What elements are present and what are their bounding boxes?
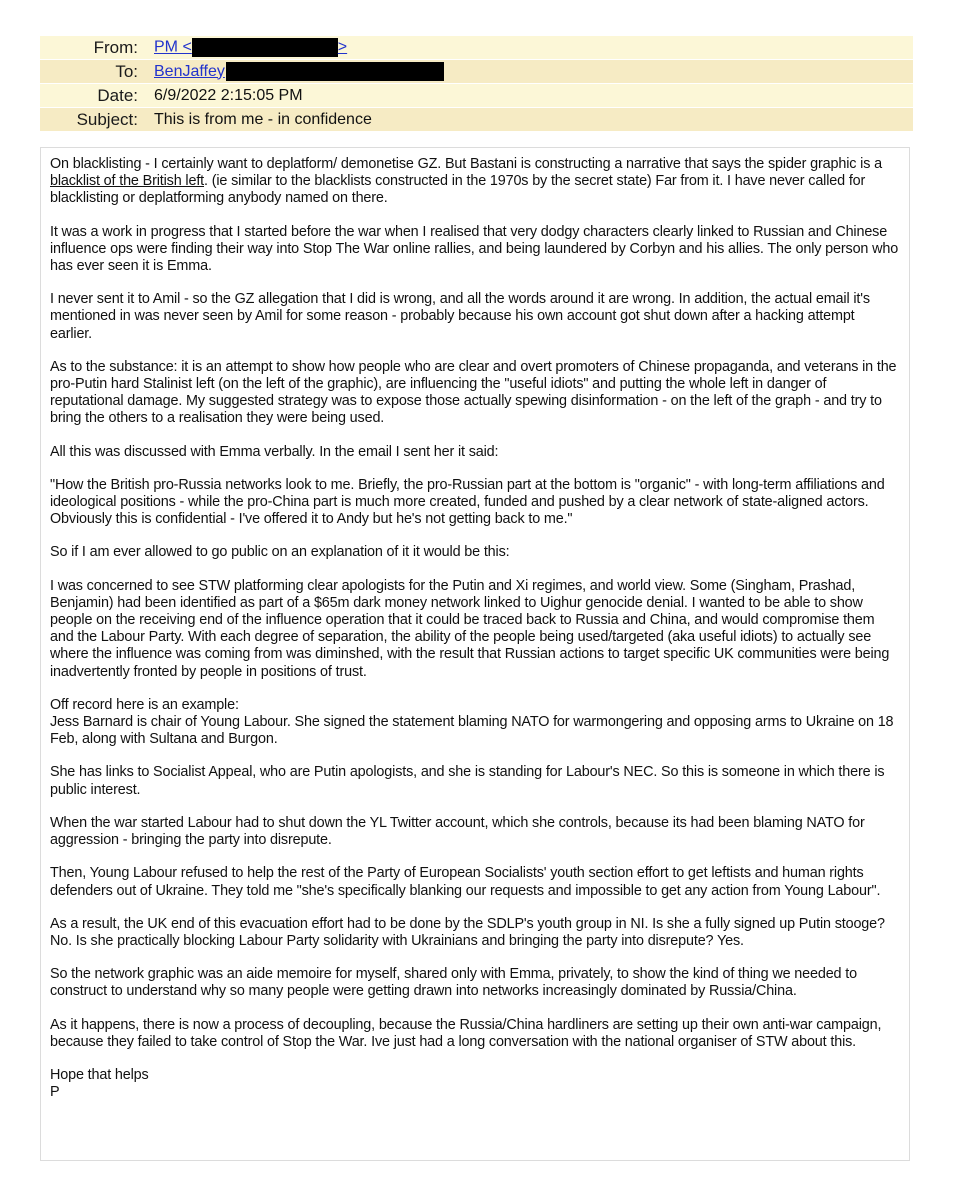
- sign-off: Hope that helps: [50, 1066, 149, 1083]
- paragraph: I was concerned to see STW platforming clear apologists for the Putin and Xi regimes, and world view. Some (Singham, Prashad, Benjamin) had been identified as part of a $65m dark money network linked to Uighur genocide denial. I wanted to be able to show people on the receiving end of the influence operation that it could be traced back to Russia and China, and would compromise them and the Labour Party. With each degree of separation, the ability of the people being used/targeted (aka useful idiots) to actually see where the influence was coming from was diminshed, with the result that Russian actions to target specific UK communities were being inadvertently fronted by people in positions of trust.: [50, 577, 890, 680]
- from-sender-name: PM <: [154, 38, 192, 56]
- email-header: [40, 36, 913, 132]
- email-body: [40, 147, 910, 1161]
- paragraph: Then, Young Labour refused to help the rest of the Party of European Socialists' youth section effort to get leftists and human rights defenders out of Ukraine. They told me "she's specifically blanking our requests and impossible to get any action from Young Labour".: [50, 865, 881, 899]
- from-row: [40, 36, 913, 60]
- paragraph: "How the British pro-Russia networks look to me. Briefly, the pro-Russian part at the bottom is "organic" - with long-term affiliations and ideological positions - while the pro-China part is much more created, funded and pushed by a clear network of state-aligned actors. Obviously this is confidential - I've offered it to Andy but he's not getting back to me.": [50, 476, 885, 528]
- blacklist-phrase: blacklist of the British left: [50, 173, 205, 190]
- paragraph: She has links to Socialist Appeal, who are Putin apologists, and she is standing for Labour's NEC. So this is someone in which there is public interest.: [50, 764, 885, 798]
- from-label: From:: [93, 37, 138, 57]
- paragraph: All this was discussed with Emma verbally. In the email I sent her it said:: [50, 443, 499, 460]
- paragraph: As it happens, there is now a process of decoupling, because the Russia/China hardliners are setting up their own anti-war campaign, because they failed to take control of Stop the War. Ive just had a long conversation with the national organiser of STW about this.: [50, 1016, 882, 1050]
- sender-initial: P: [50, 1084, 60, 1101]
- paragraph-text: On blacklisting - I certainly want to deplatform/ demonetise GZ. But Bastani is constructing a narrative that says the spider graphic is a: [50, 156, 882, 172]
- paragraph: So if I am ever allowed to go public on an explanation of it it would be this:: [50, 544, 510, 561]
- date-value: 6/9/2022 2:15:05 PM: [154, 86, 303, 104]
- date-label: Date:: [97, 85, 138, 105]
- paragraph: As a result, the UK end of this evacuation effort had to be done by the SDLP's youth group in NI. Is she a fully signed up Putin stooge? No. Is she practically blocking Labour Party solidarity with Ukrainians and bringing the party into disrepute? Yes.: [50, 915, 885, 949]
- paragraph: When the war started Labour had to shut down the YL Twitter account, which she controls, because its had been blaming NATO for aggression - bringing the party into disrepute.: [50, 814, 865, 849]
- from-value: [154, 38, 347, 57]
- subject-label: Subject:: [76, 109, 138, 129]
- subject-row: [40, 108, 913, 132]
- from-sender-link[interactable]: [154, 38, 347, 57]
- to-recipient-link[interactable]: BenJaffey: [154, 62, 225, 80]
- from-sender-close: >: [337, 38, 348, 56]
- redaction-bar: [192, 38, 338, 57]
- to-row: [40, 60, 913, 84]
- paragraph: I never sent it to Amil - so the GZ allegation that I did is wrong, and all the words around it are wrong. In addition, the actual email it's mentioned in was never seen by Amil for some reason - probably because his own account got shut down after a hacking attempt earlier.: [50, 291, 870, 342]
- subject-value: This is from me - in confidence: [154, 110, 372, 128]
- to-label: To:: [115, 61, 138, 81]
- paragraph-text: Jess Barnard is chair of Young Labour. She signed the statement blaming NATO for warmongering and opposing arms to Ukraine on 18 Feb, along with Sultana and Burgon.: [50, 714, 894, 748]
- signature: [50, 1067, 900, 1101]
- paragraph: As to the substance: it is an attempt to show how people who are clear and overt promoters of Chinese propaganda, and veterans in the pro-Putin hard Stalinist left (on the left of the graphic), are influencing the "useful idiots" and putting the whole left in danger of reputational damage. My suggested strategy was to expose those actually spewing disinformation - on the left of the graph - and try to bring the others to a realisation they were being used.: [50, 358, 897, 427]
- paragraph: So the network graphic was an aide memoire for myself, shared only with Emma, privately, to show the kind of thing we needed to construct to understand why so many people were getting drawn into networks increasingly dominated by Russia/China.: [50, 966, 857, 1000]
- to-value: [154, 62, 444, 81]
- paragraph: It was a work in progress that I started before the war when I realised that very dodgy characters clearly linked to Russian and Chinese influence ops were finding their way into Stop The War online rallies, and being laundered by Corbyn and his allies. The only person who has ever seen it is Emma.: [50, 223, 899, 275]
- redaction-bar: [226, 62, 444, 81]
- paragraph-text: . (ie similar to the blacklists constructed in the 1970s by the secret state) Far from it. I have never called for blacklisting or deplatforming anybody named on there.: [50, 173, 866, 207]
- paragraph: [50, 156, 900, 208]
- date-row: [40, 84, 913, 108]
- paragraph: [50, 697, 900, 749]
- paragraph-text: Off record here is an example:: [50, 696, 239, 713]
